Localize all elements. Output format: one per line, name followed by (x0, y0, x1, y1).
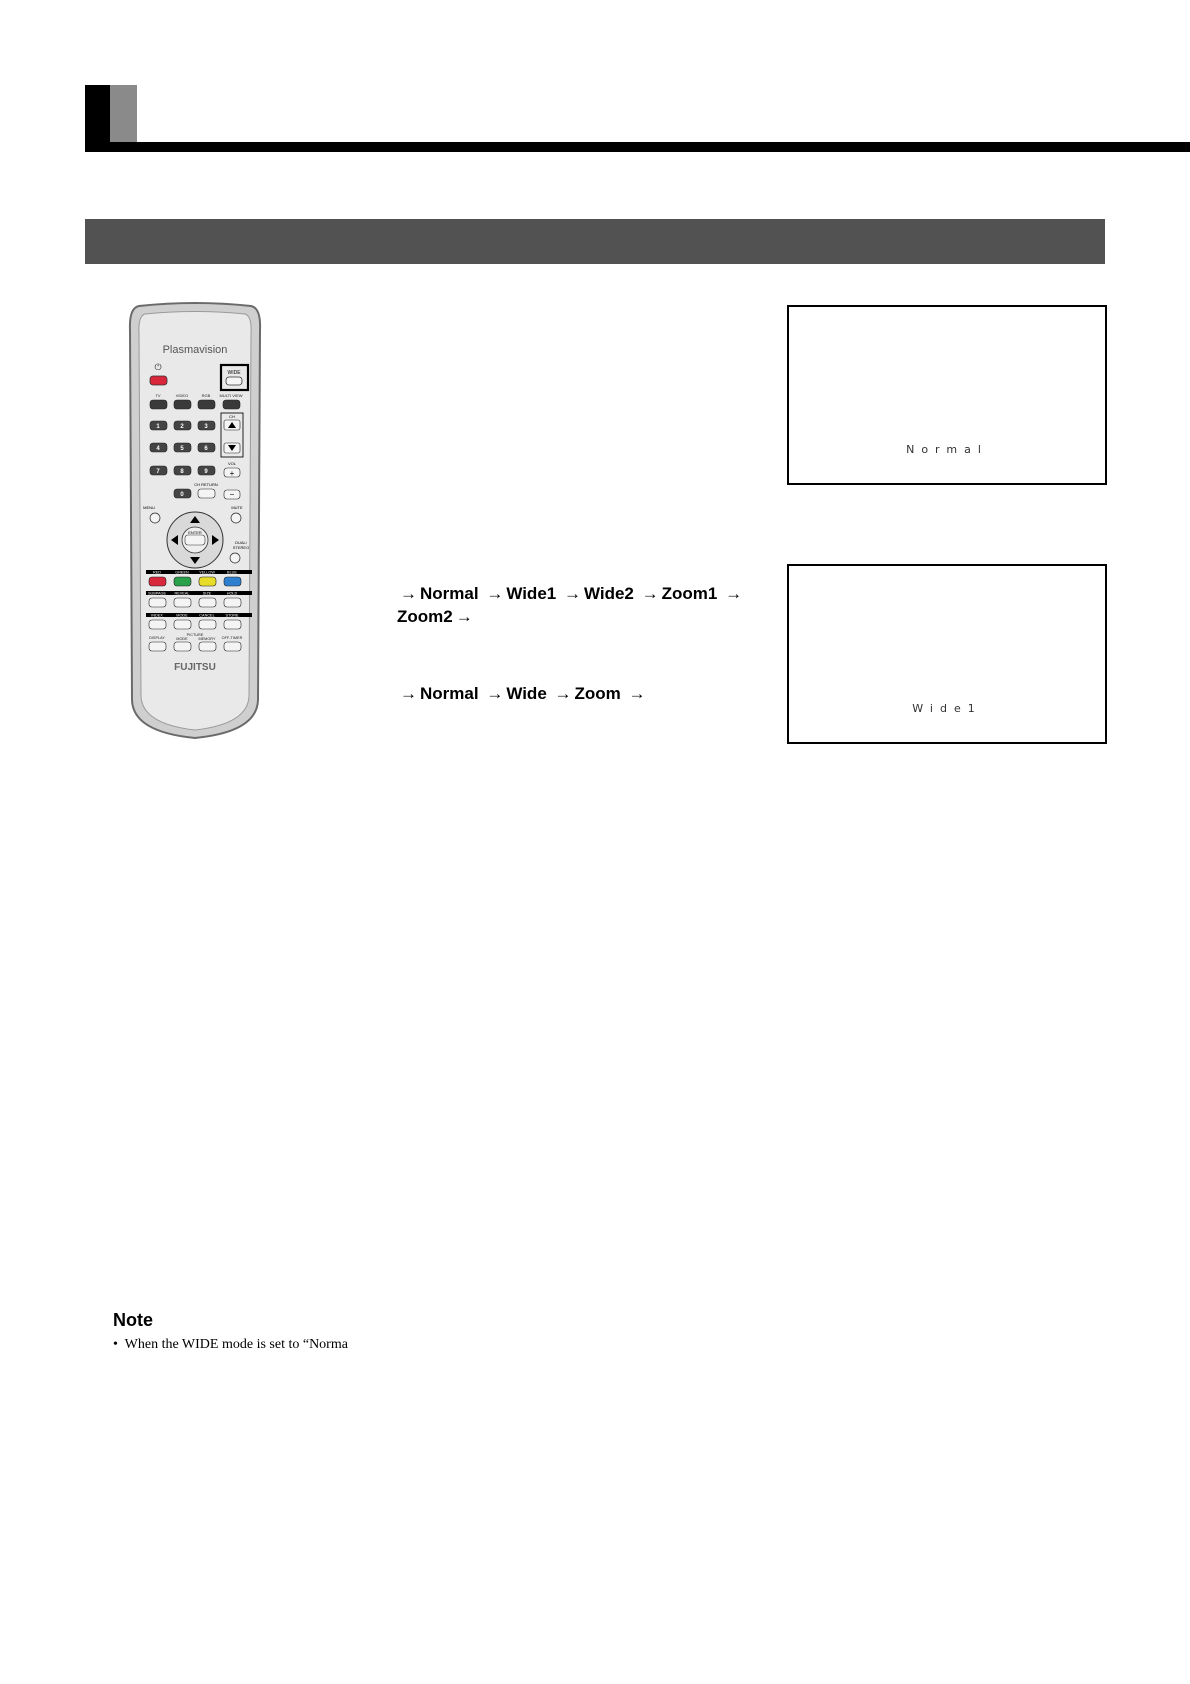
svg-text:1: 1 (156, 424, 160, 430)
svg-text:5: 5 (180, 446, 184, 452)
svg-text:HOLD: HOLD (226, 591, 238, 596)
svg-text:+: + (229, 469, 235, 478)
remote-brand-top: Plasmavision (162, 344, 228, 356)
sequence-line-1: → Normal → Wide1 → Wide2 → Zoom1 → (400, 584, 743, 603)
svg-text:CH RETURN: CH RETURN (194, 482, 218, 487)
remote-control-illustration (125, 300, 265, 740)
svg-text:−: − (229, 490, 235, 499)
svg-text:2: 2 (180, 424, 184, 430)
svg-text:SUBPAGE: SUBPAGE (147, 591, 167, 596)
svg-text:CH: CH (229, 414, 235, 419)
svg-text:OFF-TIMER: OFF-TIMER (221, 636, 243, 640)
svg-text:STORE: STORE (225, 613, 239, 618)
svg-text:MODE: MODE (176, 613, 188, 618)
screen-caption: Wide1 (912, 702, 982, 715)
screen-preview-normal (787, 305, 1107, 485)
remote-brand-bottom: FUJITSU (174, 662, 216, 673)
note-title: Note (113, 1310, 153, 1330)
svg-text:MUTE: MUTE (231, 505, 243, 510)
svg-text:INDEX: INDEX (151, 613, 163, 618)
svg-text:VOL: VOL (227, 461, 237, 466)
svg-text:ENTER: ENTER (188, 530, 202, 535)
wide-mode-sequence-alt: → Normal → Wide → Zoom → (400, 684, 646, 703)
svg-text:DISPLAY: DISPLAY (149, 636, 165, 640)
screen-preview-wide1 (787, 564, 1107, 744)
svg-text:RED: RED (152, 570, 162, 575)
wide-mode-sequence-16-9 (397, 582, 757, 628)
svg-text:YELLOW: YELLOW (199, 570, 215, 575)
svg-text:MEMORY: MEMORY (198, 637, 216, 641)
svg-text:⏻: ⏻ (154, 362, 162, 372)
svg-text:BLUE: BLUE (227, 570, 237, 575)
header-block-grey (110, 85, 137, 142)
note-item (113, 1337, 348, 1353)
svg-text:SIZE: SIZE (202, 591, 212, 596)
svg-text:MODE: MODE (176, 637, 188, 641)
svg-text:3: 3 (204, 424, 208, 430)
svg-text:4: 4 (156, 446, 160, 452)
svg-text:REVEAL: REVEAL (174, 591, 190, 596)
svg-text:9: 9 (204, 469, 208, 475)
svg-text:0: 0 (180, 492, 184, 498)
svg-text:8: 8 (180, 469, 184, 475)
svg-text:MENU: MENU (143, 505, 155, 510)
svg-text:STEREO: STEREO (232, 545, 250, 550)
svg-text:DUAL/: DUAL/ (235, 540, 247, 545)
sequence-line-2: Zoom2 → (397, 607, 473, 626)
svg-text:6: 6 (204, 446, 208, 452)
svg-text:VIDEO: VIDEO (175, 393, 189, 398)
svg-text:RGB: RGB (201, 393, 211, 398)
bullet: • (113, 1337, 118, 1352)
header-rule (85, 142, 1190, 152)
svg-text:TV: TV (155, 393, 161, 398)
wide-label: WIDE (227, 370, 241, 376)
svg-text:7: 7 (156, 469, 160, 475)
screen-caption: Normal (906, 443, 988, 456)
svg-text:CANCEL: CANCEL (199, 613, 215, 618)
note-text: When the WIDE mode is set to “Norma (124, 1337, 348, 1352)
svg-text:MULTI VIEW: MULTI VIEW (219, 393, 243, 398)
svg-text:GREEN: GREEN (175, 570, 189, 575)
section-bar (85, 219, 1105, 264)
svg-text:PICTURE: PICTURE (186, 633, 204, 637)
